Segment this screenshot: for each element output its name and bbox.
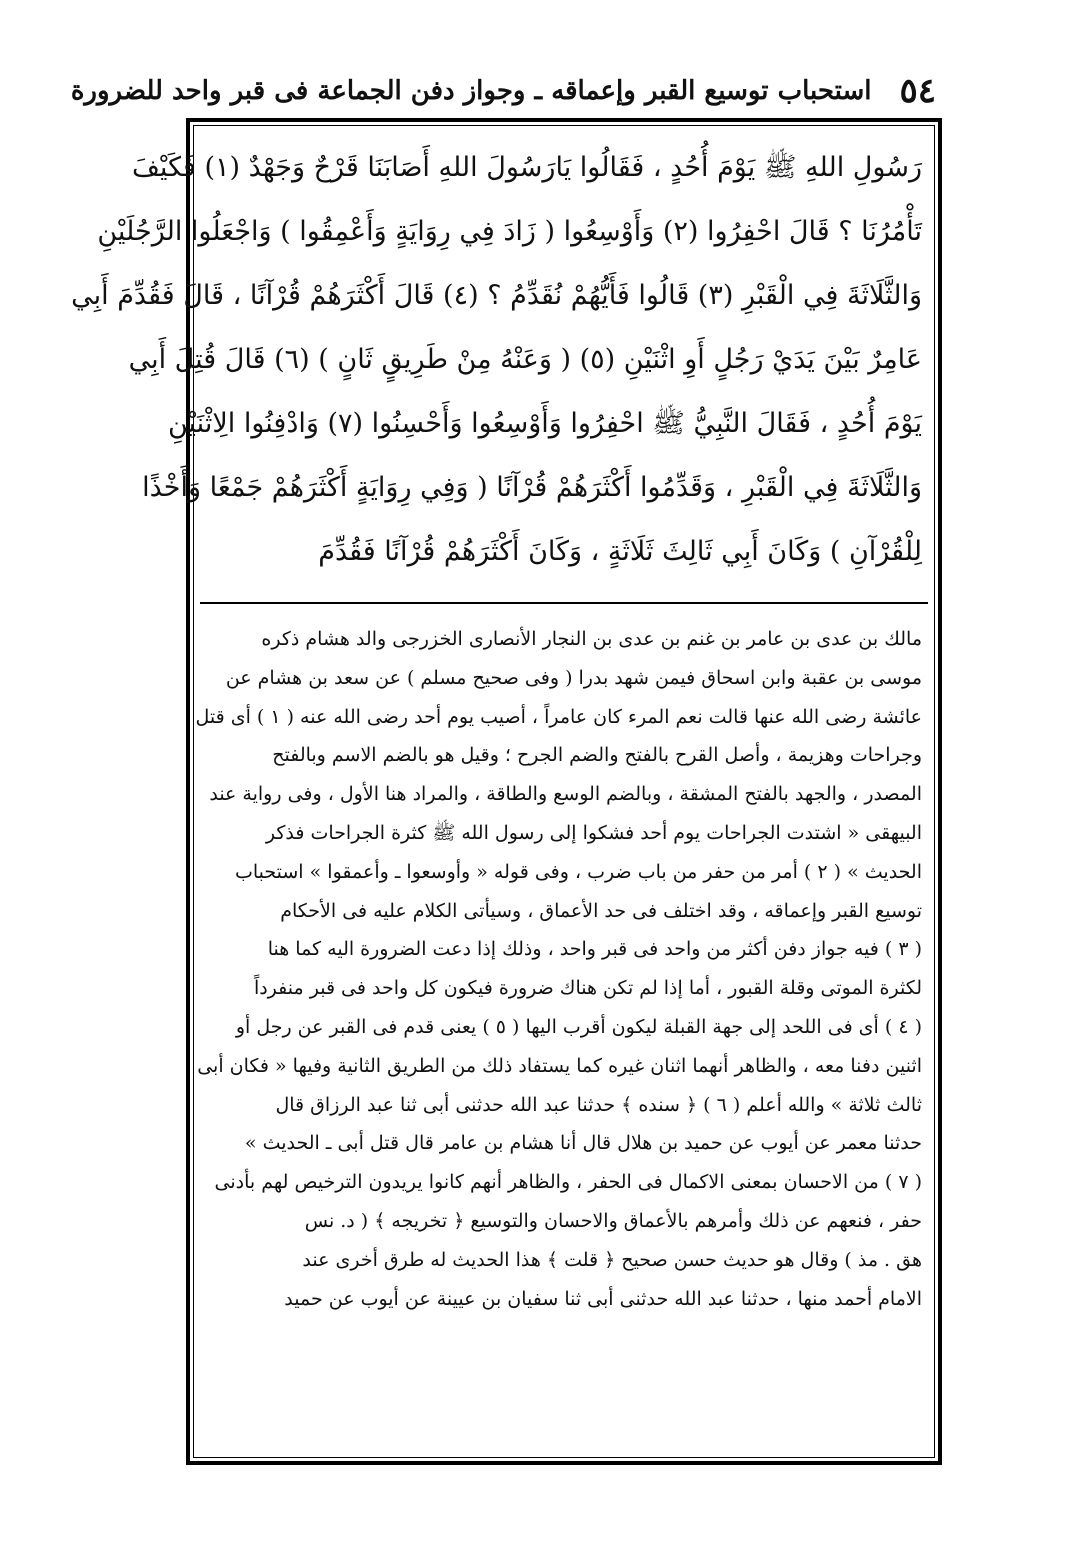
commentary-line: البيهقى « اشتدت الجراحات يوم أحد فشكوا إلى رسول الله ﷺ كثرة الجراحات فذكر [265, 821, 922, 844]
commentary-line: اثنين دفنا معه ، والظاهر أنهما اثنان غيره كما يستفاد ذلك من الطريق الثانية وفيها « فكان أبى [197, 1054, 922, 1077]
commentary-line: ( ٣ ) فيه جواز دفن أكثر من واحد فى قبر واحد ، وذلك إذا دعت الضرورة اليه كما هنا [267, 938, 922, 961]
hadith-line: وَالثَّلَاثَةَ فِي الْقَبْرِ (٣) قَالُوا فَأَيُّهُمْ نُقَدِّمُ ؟ (٤) قَالَ أَكْثَرَهُمْ قُرْآنًا ، قَالَ فَقُدِّمَ أَبِي [71, 280, 922, 311]
commentary-line: توسيع القبر وإعماقه ، وقد اختلف فى حد الأعماق ، وسيأتى الكلام عليه فى الأحكام [280, 899, 922, 922]
commentary-line: وجراحات وهزيمة ، وأصل القرح بالفتح والضم الجرح ؛ وقيل هو بالضم الاسم وبالفتح [272, 744, 922, 767]
commentary-line: ثالث ثلاثة » والله أعلم ( ٦ ) ﴿ سنده ﴾ حدثنا عبد الله حدثنى أبى ثنا عبد الرزاق قال [275, 1093, 922, 1116]
commentary-line: الحديث » ( ٢ ) أمر من حفر من باب ضرب ، وفى قوله « وأوسعوا ـ وأعمقوا » استحباب [234, 860, 922, 883]
commentary-line: لكثرة الموتى وقلة القبور ، أما إذا لم تكن هناك ضرورة فيكون كل واحد فى قبر منفرداً [253, 977, 922, 1000]
hadith-line: وَالثَّلَاثَةَ فِي الْقَبْرِ ، وَقَدِّمُوا أَكْثَرَهُمْ قُرْآنًا ( وَفِي رِوَايَةٍ أَكْثَرَهُمْ جَمْعًا وَأَخْذًا [142, 472, 922, 503]
commentary-line: حفر ، فنعهم عن ذلك وأمرهم بالأعماق والاحسان والتوسيع ﴿ تخريجه ﴾ ( د. نس [304, 1209, 922, 1232]
commentary-line: مالك بن عدى بن عامر بن غنم بن عدى بن النجار الأنصارى الخزرجى والد هشام ذكره [261, 628, 922, 650]
commentary-line: ( ٤ ) أى فى اللحد إلى جهة القبلة ليكون أقرب اليها ( ٥ ) يعنى قدم فى القبر عن رجل أو [235, 1015, 922, 1038]
commentary-line: ( ٧ ) من الاحسان بمعنى الاكمال فى الحفر ، والظاهر أنهم كانوا يريدون الترخيص لهم بأدنى [214, 1171, 922, 1194]
page-header [70, 66, 936, 116]
hadith-text-block [71, 136, 922, 584]
commentary-line: الامام أحمد منها ، حدثنا عبد الله حدثنى أبى ثنا سفيان بن عيينة عن أيوب عن حميد [284, 1287, 922, 1310]
commentary-text-block [195, 620, 922, 1318]
commentary-line: عائشة رضى الله عنها قالت نعم المرء كان عامراً ، أصيب يوم أحد رضى الله عنه ( ١ ) أى قتل [195, 705, 922, 728]
hadith-line: رَسُولِ اللهِ ﷺ يَوْمَ أُحُدٍ ، فَقَالُوا يَارَسُولَ اللهِ أَصَابَنَا قَرْحٌ وَجَهْدٌ (١) فَكَيْفَ [131, 152, 922, 183]
hadith-line: لِلْقُرْآنِ ) وَكَانَ أَبِي ثَالِثَ ثَلَاثَةٍ ، وَكَانَ أَكْثَرَهُمْ قُرْآنًا فَقُدِّمَ [318, 536, 922, 567]
hadith-line: تَأْمُرُنَا ؟ قَالَ احْفِرُوا (٢) وَأَوْسِعُوا ( زَادَ فِي رِوَايَةٍ وَأَعْمِقُوا ) وَاجْعَلُوا الرَّجُلَيْنِ [97, 216, 922, 247]
section-divider [200, 602, 928, 604]
running-title: استحباب توسيع القبر وإعماقه ـ وجواز دفن الجماعة فى قبر واحد للضرورة [70, 76, 872, 106]
commentary-line: حدثنا معمر عن أيوب عن حميد بن هلال قال أنا هشام بن عامر قال قتل أبى ـ الحديث » [244, 1132, 922, 1155]
commentary-line: هق . مذ ) وقال هو حديث حسن صحيح ﴿ قلت ﴾ هذا الحديث له طرق أخرى عند [302, 1248, 922, 1271]
hadith-line: عَامِرٌ بَيْنَ يَدَيْ رَجُلٍ أَوِ اثْنَيْنِ (٥) ( وَعَنْهُ مِنْ طَرِيقٍ ثَانٍ ) (٦) قَالَ قُتِلَ أَبِي [128, 344, 922, 375]
page-number: ٥٤ [899, 71, 936, 111]
commentary-line: موسى بن عقبة وابن اسحاق فيمن شهد بدرا ( وفى صحيح مسلم ) عن سعد بن هشام عن [225, 666, 922, 689]
hadith-line: يَوْمَ أُحُدٍ ، فَقَالَ النَّبِيُّ ﷺ احْفِرُوا وَأَوْسِعُوا وَأَحْسِنُوا (٧) وَادْفِنُوا الِاثْنَيْنِ [167, 408, 922, 439]
commentary-line: المصدر ، والجهد بالفتح المشقة ، وبالضم الوسع والطاقة ، والمراد هنا الأول ، وفى رواية عند [209, 783, 922, 806]
